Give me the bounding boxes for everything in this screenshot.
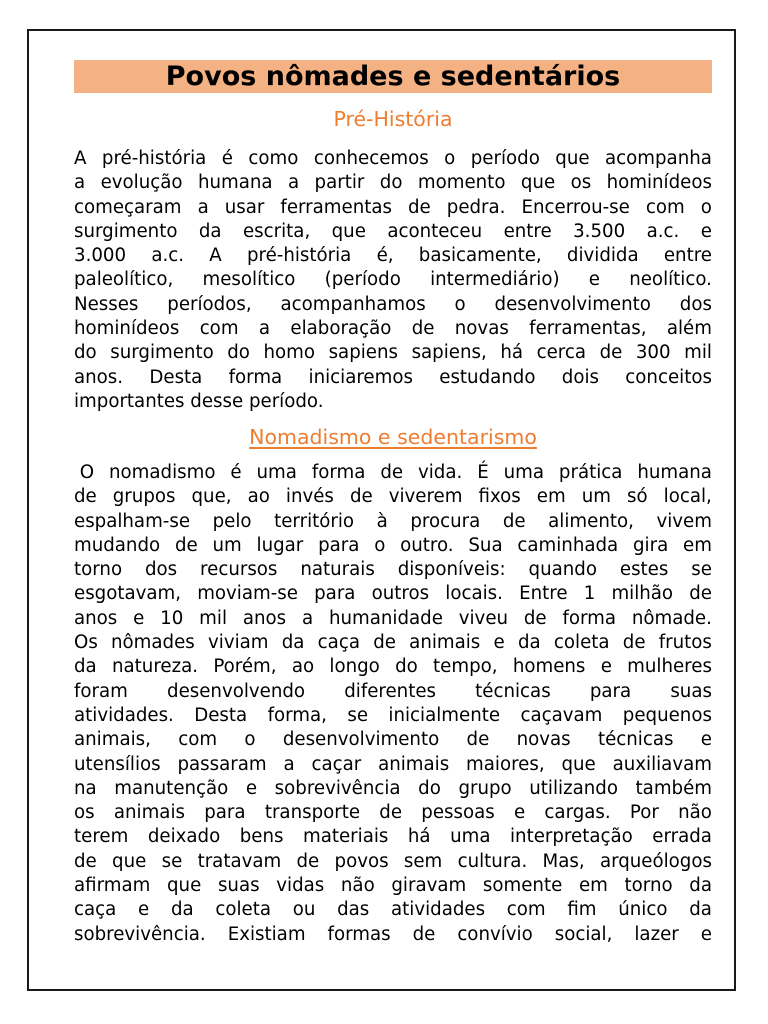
text-line: atividades. Desta forma, se inicialmente caçavam pequenos bbox=[74, 704, 712, 726]
text-line: O nomadismo é uma forma de vida. É uma prática humana bbox=[74, 462, 712, 483]
text-line: animais, com o desenvolvimento de novas técnicas e bbox=[74, 729, 712, 751]
text-line: Os nômades viviam da caça de animais e da coleta de frutos bbox=[74, 632, 712, 654]
section-heading-pre-historia: Pré-História bbox=[333, 107, 453, 131]
text-line: da natureza. Porém, ao longo do tempo, homens e mulheres bbox=[74, 656, 712, 678]
text-line: caça e da coleta ou das atividades com fim único da bbox=[74, 899, 712, 921]
text-line: anos. Desta forma iniciaremos estudando dois conceitos bbox=[74, 366, 712, 388]
text-line: na manutenção e sobrevivência do grupo utilizando também bbox=[74, 777, 712, 799]
page-title: Povos nômades e sedentários bbox=[74, 60, 712, 93]
paragraph-nomadismo bbox=[74, 461, 712, 947]
text-line: mudando de um lugar para o outro. Sua caminhada gira em bbox=[74, 534, 712, 556]
text-line: espalham-se pelo território à procura de alimento, vivem bbox=[74, 510, 712, 532]
text-line: torno dos recursos naturais disponíveis: quando estes se bbox=[74, 559, 712, 581]
text-line: anos e 10 mil anos a humanidade viveu de forma nômade. bbox=[74, 607, 712, 629]
text-line: os animais para transporte de pessoas e cargas. Por não bbox=[74, 802, 712, 824]
text-line: começaram a usar ferramentas de pedra. Encerrou-se com o bbox=[74, 196, 712, 218]
paragraph-pre-historia bbox=[74, 147, 712, 414]
text-line: de grupos que, ao invés de viverem fixos em um só local, bbox=[74, 486, 712, 508]
text-line: sobrevivência. Existiam formas de convívio social, lazer e bbox=[74, 923, 712, 945]
text-line: Nesses períodos, acompanhamos o desenvolvimento dos bbox=[74, 293, 712, 315]
text-line: terem deixado bens materiais há uma interpretação errada bbox=[74, 826, 712, 848]
text-line: a evolução humana a partir do momento que os hominídeos bbox=[74, 172, 712, 194]
text-line: hominídeos com a elaboração de novas ferramentas, além bbox=[74, 318, 712, 340]
text-line: paleolítico, mesolítico (período intermediário) e neolítico. bbox=[74, 269, 712, 291]
text-line: afirmam que suas vidas não giravam somente em torno da bbox=[74, 875, 712, 897]
text-line: importantes desse período. bbox=[74, 390, 324, 412]
text-line: esgotavam, moviam-se para outros locais. Entre 1 milhão de bbox=[74, 583, 712, 605]
text-line: utensílios passaram a caçar animais maiores, que auxiliavam bbox=[74, 753, 712, 775]
text-line: de que se tratavam de povos sem cultura. Mas, arqueólogos bbox=[74, 850, 712, 872]
text-line: do surgimento do homo sapiens sapiens, há cerca de 300 mil bbox=[74, 342, 712, 364]
text-line: foram desenvolvendo diferentes técnicas para suas bbox=[74, 680, 712, 702]
text-line: 3.000 a.c. A pré-história é, basicamente, dividida entre bbox=[74, 245, 712, 267]
section-heading-nomadismo: Nomadismo e sedentarismo bbox=[249, 425, 537, 449]
text-line: A pré-história é como conhecemos o período que acompanha bbox=[74, 148, 712, 169]
text-line: surgimento da escrita, que aconteceu entre 3.500 a.c. e bbox=[74, 220, 712, 242]
